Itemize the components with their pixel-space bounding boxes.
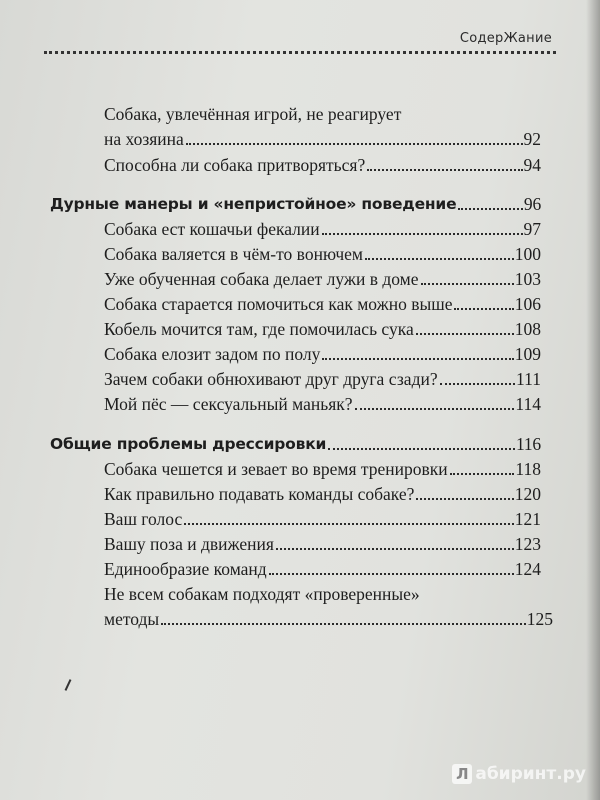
toc-section-heading: Дурные манеры и «непристойное» поведение 96 [50,191,541,217]
leader-dots [322,358,513,360]
leader-dots [186,143,523,145]
page-number: 118 [515,459,541,479]
page-number: 111 [516,369,541,389]
leader-dots [269,573,514,575]
page-number: 125 [526,609,553,629]
toc-entry: Вашу поза и движения 123 [104,531,541,557]
toc-entry: Кобель мочится там, где помочилась сука 108 [104,316,541,342]
page-number: 124 [514,559,541,579]
labirint-watermark [452,764,586,784]
toc-entry: Собака валяется в чём-то вонючем 100 [104,241,541,267]
leader-dots [365,258,514,260]
leader-dots [450,473,515,475]
toc-entry: Мой пёс — сексуальный маньяк? 114 [104,391,541,417]
leader-dots [322,233,523,235]
toc-entry: Ваш голос 121 [104,506,541,532]
page-number: 103 [514,269,541,289]
toc-entry: Собака елозит задом по полу 109 [104,341,541,367]
toc-entry: Как правильно подавать команды собаке? 120 [104,481,541,507]
leader-dots [367,169,522,171]
leader-dots [416,333,514,335]
toc-entry: на хозяина 92 [104,126,541,152]
toc-entry: методы 125 [104,606,553,632]
leader-dots [416,498,513,500]
page-number: 92 [523,129,541,149]
page-number: 109 [514,344,541,364]
leader-dots [454,308,513,310]
leader-dots [161,623,526,625]
toc-entry: Собака чешется и зевает во время тренировки 118 [104,456,541,482]
toc-entry: Собака ест кошачьи фекалии 97 [104,216,541,242]
toc-entry: Зачем собаки обнюхивают друг друга сзади? 111 [104,366,541,392]
page-number: 97 [523,219,541,239]
toc-entry: Не всем собакам подходят «проверенные» [104,584,420,604]
page-number: 108 [514,319,541,339]
leader-dots [440,383,515,385]
page-number: 96 [523,194,541,214]
labirint-logo-icon: Л [452,764,472,784]
leader-dots [458,208,522,210]
leader-dots [421,283,514,285]
page-number: 106 [514,294,541,314]
running-header: СодерЖание [459,31,552,46]
leader-dots [328,448,515,450]
leader-dots [276,548,514,550]
page-number: 94 [523,155,541,175]
toc-entry: Способна ли собака притворяться? 94 [104,152,541,178]
toc-entry: Собака старается помочиться как можно выше 106 [104,291,541,317]
toc-section-heading: Общие проблемы дрессировки 116 [50,431,541,457]
page-number: 116 [515,434,541,454]
leader-dots [355,408,515,410]
page-number: 120 [514,484,541,504]
leader-dots [184,523,514,525]
toc-entry: Уже обученная собака делает лужи в доме 103 [104,266,541,292]
page-number: 114 [515,394,541,414]
toc-entry: Единообразие команд 124 [104,556,541,582]
toc-entry: Собака, увлечённая игрой, не реагирует [104,104,402,124]
watermark-text: абиринт.ру [475,764,586,784]
page-number: 100 [514,244,541,264]
page-number: 123 [514,534,541,554]
page-number: 121 [514,509,541,529]
